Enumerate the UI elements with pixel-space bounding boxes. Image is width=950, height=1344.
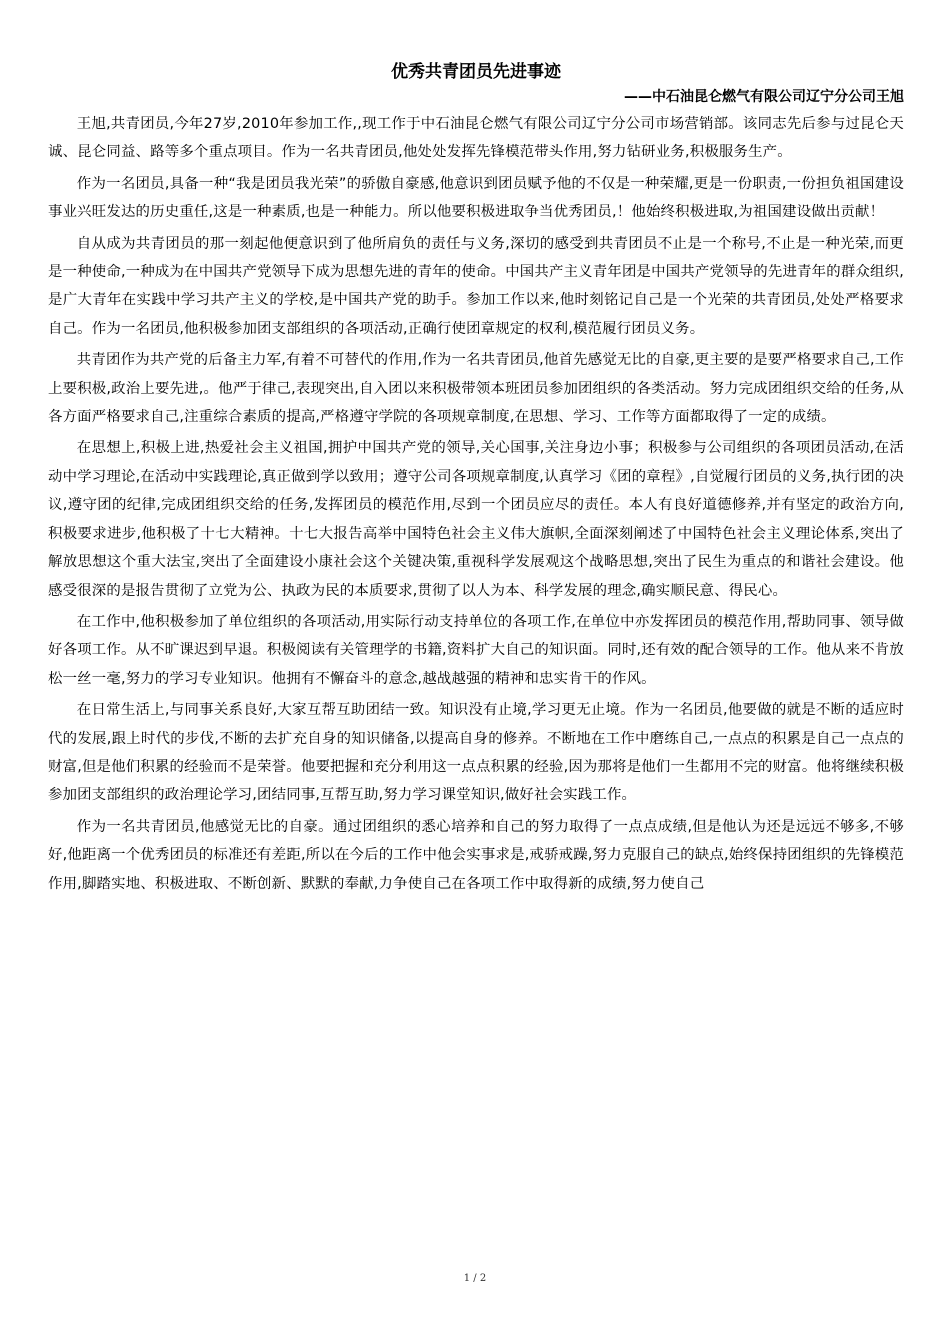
paragraph-5: 在思想上,积极上进,热爱社会主义祖国,拥护中国共产党的领导,关心国事,关注身边小事；积极参与公司组织的各项团员活动,在活动中学习理论,在活动中实践理论,真正做到学以致用；遵守公司各项规章制度,认真学习《团的章程》,自觉履行团员的义务,执行团的决议,遵守团的纪律,完成团组织交给的任务,发挥团员的模范作用,尽到一个团员应尽的责任。本人有良好道德修养,并有坚定的政治方向,积极要求进步,他积极了十七大精神。十七大报告高举中国特色社会主义伟大旗帜,全面深刻阐述了中国特色社会主义理论体系,突出了解放思想这个重大法宝,突出了全面建设小康社会这个关键决策,重视科学发展观这个战略思想,突出了民生为重点的和谐社会建设。他感受很深的是报告贯彻了立党为公、执政为民的本质要求,贯彻了以人为本、科学发展的理念,确实顺民意、得民心。 xyxy=(48,440,904,599)
paragraph-8: 作为一名共青团员,他感觉无比的自豪。通过团组织的悉心培养和自己的努力取得了一点点成绩,但是他认为还是远远不够多,不够好,他距离一个优秀团员的标准还有差距,所以在今后的工作中他会实事求是,戒骄戒躁,努力克服自己的缺点,始终保持团组织的先锋模范作用,脚踏实地、积极进取、不断创新、默默的奉献,力争使自己在各项工作中取得新的成绩,努力使自己 xyxy=(48,818,904,892)
paragraph-2: 作为一名团员,具备一种“我是团员我光荣”的骄傲自豪感,他意识到团员赋予他的不仅是一种荣耀,更是一份职责,一份担负祖国建设事业兴旺发达的历史重任,这是一种素质,也是一种能力。所以他要积极进取争当优秀团员,！他始终积极进取,为祖国建设做出贡献！ xyxy=(48,175,904,221)
paragraph-4: 共青团作为共产党的后备主力军,有着不可替代的作用,作为一名共青团员,他首先感觉无比的自豪,更主要的是要严格要求自己,工作上要积极,政治上要先进,。他严于律己,表现突出,自入团以来积极带领本班团员参加团组织的各类活动。努力完成团组织交给的任务,从各方面严格要求自己,注重综合素质的提高,严格遵守学院的各项规章制度,在思想、学习、工作等方面都取得了一定的成绩。 xyxy=(48,352,904,426)
paragraph-1: 王旭,共青团员,今年27岁,2010年参加工作,,现工作于中石油昆仑燃气有限公司辽宁分公司市场营销部。该同志先后参与过昆仑天诚、昆仑同益、路等多个重点项目。作为一名共青团员,他处处发挥先锋模范带头作用,努力钻研业务,积极服务生产。 xyxy=(48,116,904,161)
document-byline: ——中石油昆仑燃气有限公司辽宁分公司王旭 xyxy=(624,89,904,105)
document-page xyxy=(48,58,904,901)
document-title: 优秀共青团员先进事迹 xyxy=(391,62,561,82)
paragraph-3: 自从成为共青团员的那一刻起他便意识到了他所肩负的责任与义务,深切的感受到共青团员不止是一个称号,不止是一种光荣,而更是一种使命,一种成为在中国共产党领导下成为思想先进的青年的使命。中国共产主义青年团是中国共产党领导的先进青年的群众组织,是广大青年在实践中学习共产主义的学校,是中国共产党的助手。参加工作以来,他时刻铭记自己是一个光荣的共青团员,处处严格要求自己。作为一名团员,他积极参加团支部组织的各项活动,正确行使团章规定的权利,模范履行团员义务。 xyxy=(48,235,904,337)
page-number: 1 / 2 xyxy=(463,1273,487,1284)
paragraph-6: 在工作中,他积极参加了单位组织的各项活动,用实际行动支持单位的各项工作,在单位中亦发挥团员的模范作用,帮助同事、领导做好各项工作。从不旷课迟到早退。积极阅读有关管理学的书籍,资料扩大自己的知识面。同时,还有效的配合领导的工作。他从来不肯放松一丝一毫,努力的学习专业知识。他拥有不懈奋斗的意念,越战越强的精神和忠实肯干的作风。 xyxy=(48,613,904,687)
paragraph-7: 在日常生活上,与同事关系良好,大家互帮互助团结一致。知识没有止境,学习更无止境。作为一名团员,他要做的就是不断的适应时代的发展,跟上时代的步伐,不断的去扩充自身的知识储备,以提高自身的修养。不断地在工作中磨练自己,一点点的积累是自己一点点的财富,但是他们积累的经验而不是荣誉。他要把握和充分利用这一点点积累的经验,因为那将是他们一生都用不完的财富。他将继续积极参加团支部组织的政治理论学习,团结同事,互帮互助,努力学习课堂知识,做好社会实践工作。 xyxy=(48,702,904,804)
